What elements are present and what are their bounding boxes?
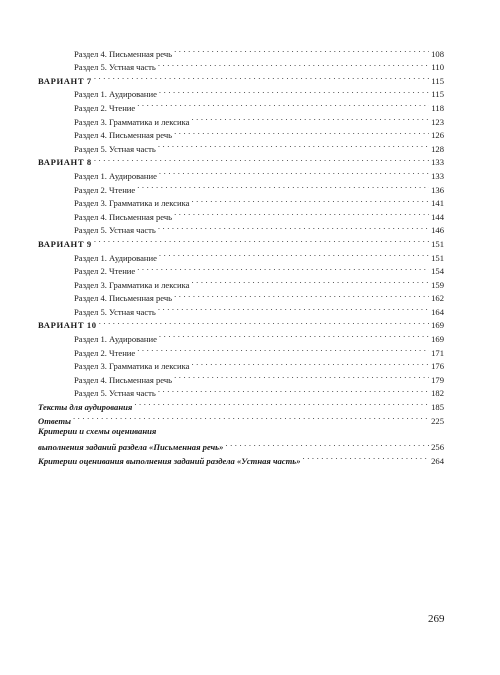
toc-criteria-writing-line2: выполнения заданий раздела «Письменная речь» [38,442,224,453]
toc-page-number: 151 [431,238,444,249]
toc-entry-label: Раздел 2. Чтение [74,347,136,358]
toc-entry-label: Раздел 3. Грамматика и лексика [74,198,190,209]
toc-leader-dots [134,396,429,410]
toc-entry-label: Раздел 2. Чтение [74,266,136,277]
toc-criteria-speaking-label: Критерии оценивания выполнения заданий раздела «Устная часть» [38,455,301,466]
toc-page-number: 176 [431,361,444,372]
toc-entry-label: Раздел 3. Грамматика и лексика [74,361,190,372]
toc-page-number: 108 [431,48,444,59]
toc-entry[interactable] [38,410,444,424]
toc-leader-dots [99,315,429,329]
toc-page-number: 162 [431,293,444,304]
toc-leader-dots [94,152,429,166]
toc-entry-label: Раздел 4. Письменная речь [74,374,173,385]
toc-entry-label: Раздел 5. Устная часть [74,388,156,399]
toc-entry[interactable] [38,328,444,345]
toc-entry-label: Раздел 1. Аудирование [74,334,157,345]
toc-leader-dots [159,165,429,179]
toc-leader-dots [158,220,429,234]
toc-page-number: 115 [431,75,444,86]
toc-entry-label: Раздел 3. Грамматика и лексика [74,279,190,290]
toc-leader-dots [174,125,429,139]
toc-leader-dots [174,288,429,302]
toc-leader-dots [158,301,429,315]
page-number: 269 [428,613,445,625]
toc-entry-label: ВАРИАНТ 7 [38,75,92,86]
toc-variant-heading[interactable] [38,315,444,329]
toc-leader-dots [158,383,429,397]
toc-leader-dots [303,450,430,464]
toc-entry-label: ВАРИАНТ 9 [38,238,92,249]
toc-page-number: 144 [431,211,444,222]
toc-entry-label: Раздел 5. Устная часть [74,306,156,317]
toc-entry-label: Раздел 1. Аудирование [74,252,157,263]
toc-page-number: 182 [431,388,444,399]
toc-leader-dots [191,274,429,288]
toc-page-number: 128 [431,143,444,154]
toc-leader-dots [158,57,430,71]
toc-entry-label: ВАРИАНТ 10 [38,320,97,331]
toc-leader-dots [137,342,429,356]
toc-entry-label: Раздел 2. Чтение [74,184,136,195]
toc-page-number: 225 [431,415,444,426]
toc-criteria-writing-heading [38,426,444,437]
toc-page-number: 123 [431,116,444,127]
toc-page-number: 115 [431,89,444,100]
toc-leader-dots [137,261,429,275]
toc-variant-heading[interactable] [38,70,444,84]
toc-leader-dots [94,70,430,84]
toc-page-number: 110 [431,62,444,73]
toc-page-number: 264 [431,455,444,466]
toc-entry-label: Раздел 5. Устная часть [74,143,156,154]
toc-entry-label: Раздел 4. Письменная речь [74,293,173,304]
toc-page-number: 141 [431,198,444,209]
toc-leader-dots [225,437,429,451]
toc-page-number: 146 [431,225,444,236]
table-of-contents [38,43,444,464]
toc-page-number: 151 [431,252,444,263]
toc-page-number: 256 [431,442,444,453]
toc-entry-label: Раздел 4. Письменная речь [74,48,173,59]
toc-entry-label: ВАРИАНТ 8 [38,157,92,168]
toc-page-number: 171 [431,347,444,358]
toc-entry[interactable] [38,43,444,57]
toc-leader-dots [174,369,429,383]
toc-leader-dots [159,247,429,261]
toc-page-number: 169 [431,334,444,345]
toc-leader-dots [191,111,429,125]
toc-entry-label: Раздел 3. Грамматика и лексика [74,116,190,127]
toc-entry-label: Ответы [38,415,71,426]
toc-leader-dots [159,84,430,98]
toc-entry[interactable] [38,84,444,98]
toc-page-number: 136 [431,184,444,195]
toc-entry-label: Раздел 5. Устная часть [74,225,156,236]
toc-entry-label: Раздел 1. Аудирование [74,89,157,100]
toc-entry[interactable] [38,165,444,179]
toc-leader-dots [158,138,429,152]
toc-leader-dots [137,97,429,111]
toc-entry-label: Раздел 4. Письменная речь [74,130,173,141]
toc-leader-dots [94,233,429,247]
toc-page-number: 126 [431,130,444,141]
toc-page-number: 133 [431,170,444,181]
toc-leader-dots [174,206,429,220]
toc-page-number: 133 [431,157,444,168]
toc-page-number: 169 [431,320,444,331]
toc-entry-label: Тексты для аудирования [38,402,133,413]
toc-page-number: 159 [431,279,444,290]
toc-entry-label: Раздел 4. Письменная речь [74,211,173,222]
toc-leader-dots [73,410,429,424]
toc-entry[interactable] [38,247,444,261]
toc-leader-dots [191,193,429,207]
toc-leader-dots [191,356,429,370]
toc-leader-dots [137,179,429,193]
toc-leader-dots [174,43,429,57]
toc-page-number: 118 [431,102,444,113]
toc-page-number: 154 [431,266,444,277]
toc-entry-label: Раздел 5. Устная часть [74,62,156,73]
toc-page-number: 179 [431,374,444,385]
toc-entry-label: Раздел 2. Чтение [74,102,136,113]
toc-page-number: 185 [431,402,444,413]
toc-entry-criteria-writing[interactable] [38,437,444,451]
toc-page-number: 164 [431,306,444,317]
toc-entry-label: Раздел 1. Аудирование [74,170,157,181]
toc-variant-heading[interactable] [38,152,444,166]
toc-criteria-writing-line1: Критерии и схемы оценивания [38,425,157,436]
toc-leader-dots [159,328,429,342]
toc-variant-heading[interactable] [38,233,444,247]
